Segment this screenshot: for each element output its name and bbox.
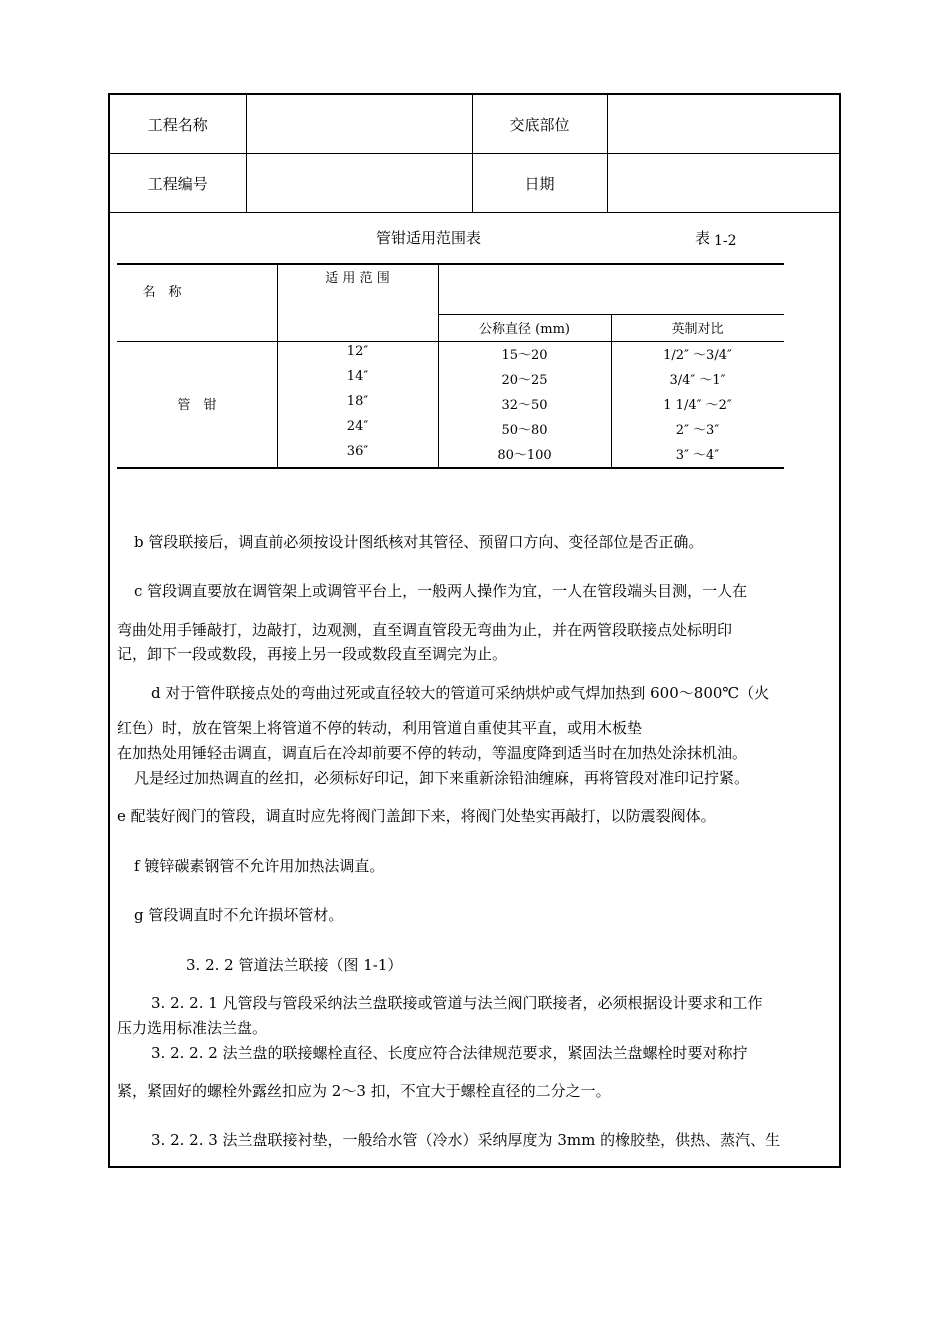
date-value[interactable] (607, 154, 839, 213)
inch-cell: 2″ ～3″ (675, 423, 720, 438)
pipe-table-label: 表 (695, 229, 711, 247)
nominal-cell: 15～20 (501, 348, 548, 363)
paragraph-f: f 镀锌碳素钢管不允许用加热法调直。 (134, 857, 385, 875)
col-range-header: 适 用 范 围 (325, 271, 390, 286)
table-col-divider-1 (277, 264, 278, 468)
date-label: 日期 (472, 154, 607, 213)
nominal-cell: 80～100 (497, 448, 552, 463)
paragraph-b: b 管段联接后，调直前必须按设计图纸核对其管径、预留口方向、变径部位是否正确。 (134, 533, 704, 551)
project-name-value[interactable] (246, 95, 472, 154)
pipe-table-number: 1-2 (714, 233, 737, 249)
project-name-label: 工程名称 (110, 95, 246, 154)
paragraph-e: e 配装好阀门的管段，调直时应先将阀门盖卸下来，将阀门处垫实再敲打，以防震裂阀体。 (117, 807, 716, 825)
col-name-header: 名 称 (142, 285, 182, 300)
project-no-label: 工程编号 (110, 154, 246, 213)
paragraph-c-line3: 记，卸下一段或数段，再接上另一段或数段直至调完为止。 (117, 645, 508, 663)
paragraph-g: g 管段调直时不允许损坏管材。 (134, 906, 344, 924)
paragraph-d-line1: d 对于管件联接点处的弯曲过死或直径较大的管道可采纳烘炉或气焊加热到 600～800℃（火 (151, 684, 770, 702)
size-cell: 12″ (346, 344, 369, 359)
nominal-cell: 20～25 (501, 373, 548, 388)
nominal-cell: 50～80 (501, 423, 548, 438)
col-nominal-header: 公称直径 (mm) (479, 322, 570, 337)
inch-cell: 3/4″ ～1″ (669, 373, 726, 388)
paragraph-3-2-2-1-line1: 3. 2. 2. 1 凡管段与管段采纳法兰盘联接或管道与法兰阀门联接者，必须根据设计要求和工作 (151, 994, 763, 1012)
paragraph-3-2-2-2-line2: 紧，紧固好的螺栓外露丝扣应为 2～3 扣，不宜大于螺栓直径的二分之一。 (117, 1082, 611, 1100)
size-cell: 36″ (346, 444, 369, 459)
inch-cell: 1 1/4″ ～2″ (663, 398, 732, 413)
size-cell: 18″ (346, 394, 369, 409)
paragraph-d-line3: 在加热处用锤轻击调直，调直后在冷却前要不停的转动，等温度降到适当时在加热处涂抹机油。 (117, 744, 748, 762)
table-top-rule (117, 263, 784, 265)
inch-cell: 3″ ～4″ (675, 448, 720, 463)
col-inch-header: 英制对比 (671, 322, 724, 337)
paragraph-c-line1: c 管段调直要放在调管架上或调管平台上，一般两人操作为宜，一人在管段端头目测，一人在 (134, 582, 748, 600)
paragraph-3-2-2-1-line2: 压力选用标准法兰盘。 (117, 1019, 268, 1037)
row-name-pipe-wrench: 管 钳 (177, 398, 217, 413)
paragraph-3-2-2-3-line1: 3. 2. 2. 3 法兰盘联接衬垫，一般给水管（冷水）采纳厚度为 3mm 的橡胶垫，供热、蒸汽、生 (151, 1131, 781, 1149)
size-cell: 14″ (346, 369, 369, 384)
handover-part-label: 交底部位 (472, 95, 607, 154)
size-cell: 24″ (346, 419, 369, 434)
paragraph-d-line2: 红色）时，放在管架上将管道不停的转动，利用管道自重使其平直，或用木板垫 (117, 719, 643, 737)
table-bottom-rule (117, 467, 784, 469)
nominal-cell: 32～50 (501, 398, 548, 413)
paragraph-3-2-2-2-line1: 3. 2. 2. 2 法兰盘的联接螺栓直径、长度应符合法律规范要求，紧固法兰盘螺栓时要对称拧 (151, 1044, 748, 1062)
project-no-value[interactable] (246, 154, 472, 213)
header-table (110, 95, 839, 213)
section-3-2-2-heading: 3. 2. 2 管道法兰联接（图 1-1） (186, 956, 403, 974)
inch-cell: 1/2″ ～3/4″ (663, 348, 732, 363)
paragraph-c-line2: 弯曲处用手锤敲打，边敲打，边观测，直至调直管段无弯曲为止，并在两管段联接点处标明印 (117, 621, 733, 639)
handover-part-value[interactable] (607, 95, 839, 154)
paragraph-d-line4: 凡是经过加热调直的丝扣，必须标好印记，卸下来重新涂铅油缠麻，再将管段对准印记拧紧。 (134, 769, 750, 787)
table-header-rule (117, 341, 784, 342)
pipe-table-title: 管钳适用范围表 (376, 229, 482, 247)
